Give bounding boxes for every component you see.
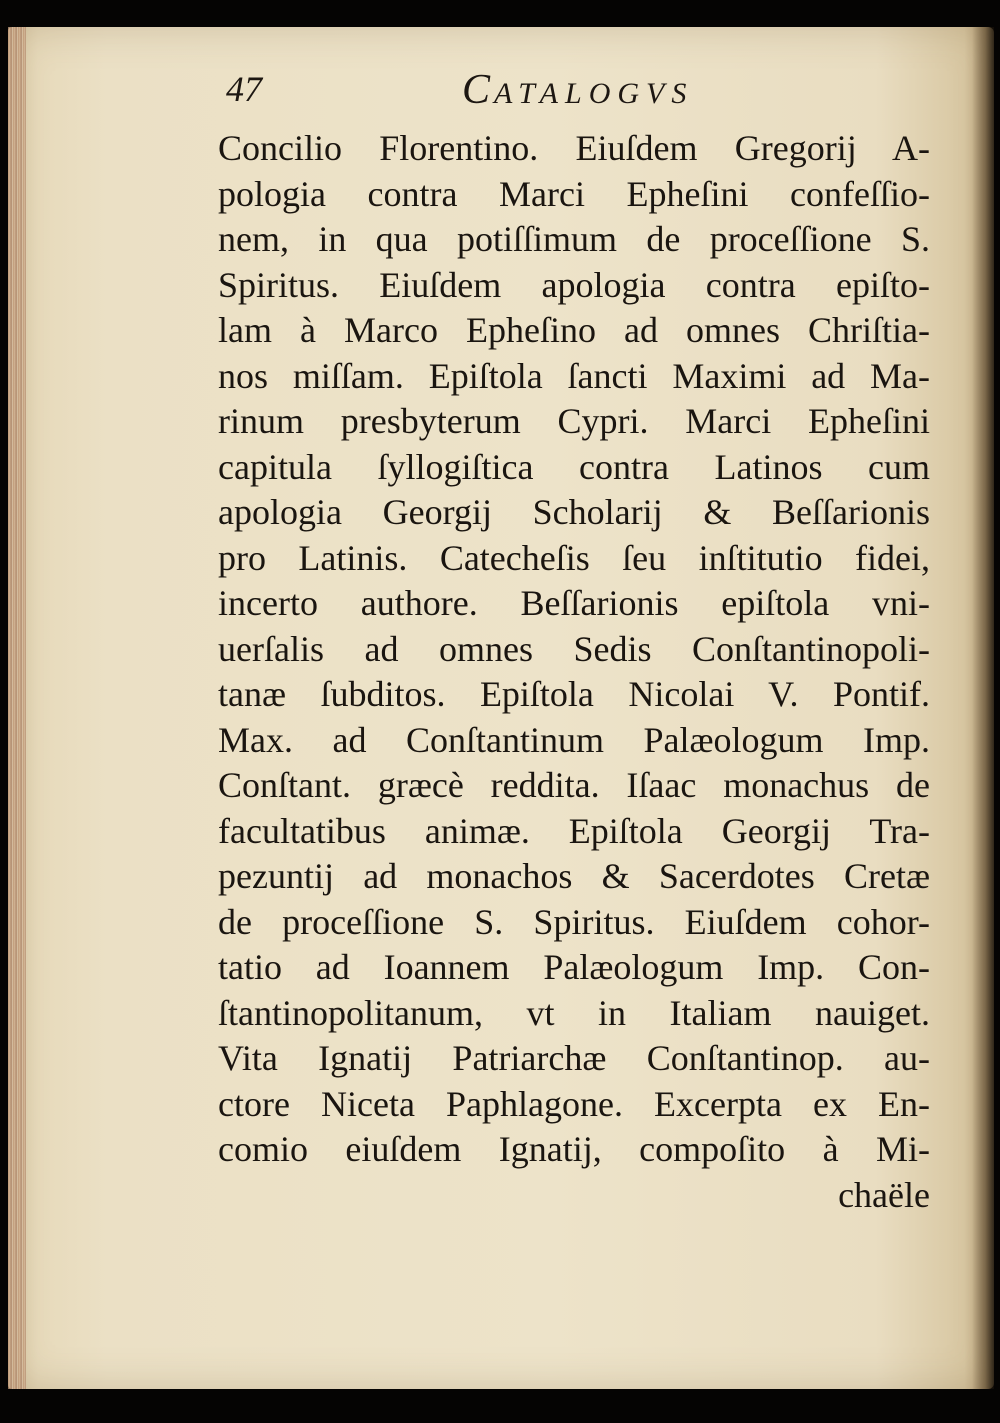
text-line: nos miſſam. Epiſtola ſancti Maximi ad Ma- xyxy=(218,355,930,396)
text-line: pologia contra Marci Epheſini confeſſio- xyxy=(218,173,930,214)
text-line: pezuntij ad monachos & Sacerdotes Cretæ xyxy=(218,856,930,896)
text-line: capitula ſyllogiſtica contra Latinos cum xyxy=(218,446,930,487)
gutter-shadow xyxy=(972,27,994,1389)
text-line: rinum presbyterum Cypri. Marci Epheſini xyxy=(218,401,930,441)
text-line: pro Latinis. Catecheſis ſeu inſtitutio fidei, xyxy=(218,537,930,578)
text-line: ſtantinopolitanum, vt in Italiam nauiget. xyxy=(218,992,930,1033)
text-line: Vita Ignatij Patriarchæ Conſtantinop. au- xyxy=(218,1038,930,1078)
text-line: tanæ ſubditos. Epiſtola Nicolai V. Pontif. xyxy=(218,674,930,714)
text-line: facultatibus animæ. Epiſtola Georgij Tra- xyxy=(218,810,930,851)
text-line: tatio ad Ioannem Palæologum Imp. Con- xyxy=(218,947,930,987)
text-line: ctore Niceta Paphlagone. Excerpta ex En- xyxy=(218,1083,930,1124)
text-line: nem, in qua potiſſimum de proceſſione S. xyxy=(218,219,930,259)
running-head-text: ATALOGVS xyxy=(494,77,694,110)
text-line: Concilio Florentino. Eiuſdem Gregorij A- xyxy=(218,128,930,168)
text-line: lam à Marco Epheſino ad omnes Chriſtia- xyxy=(218,310,930,350)
catchword: chaële xyxy=(838,1174,930,1215)
page-stack-left-edge xyxy=(8,27,26,1389)
page-number: 47 xyxy=(226,69,262,109)
body-text xyxy=(218,126,930,1218)
text-line: incerto authore. Beſſarionis epiſtola vni- xyxy=(218,583,930,623)
text-line: uerſalis ad omnes Sedis Conſtantinopoli- xyxy=(218,628,930,669)
text-line: Conſtant. græcè reddita. Iſaac monachus de xyxy=(218,765,930,805)
text-line: de proceſſione S. Spiritus. Eiuſdem cohor- xyxy=(218,901,930,942)
text-line: Spiritus. Eiuſdem apologia contra epiſto- xyxy=(218,264,930,305)
text-line: Max. ad Conſtantinum Palæologum Imp. xyxy=(218,719,930,760)
running-head xyxy=(462,66,693,114)
text-line: comio eiuſdem Ignatij, compoſito à Mi- xyxy=(218,1129,930,1169)
text-line: apologia Georgij Scholarij & Beſſarionis xyxy=(218,492,930,532)
running-head-initial: C xyxy=(462,67,495,113)
